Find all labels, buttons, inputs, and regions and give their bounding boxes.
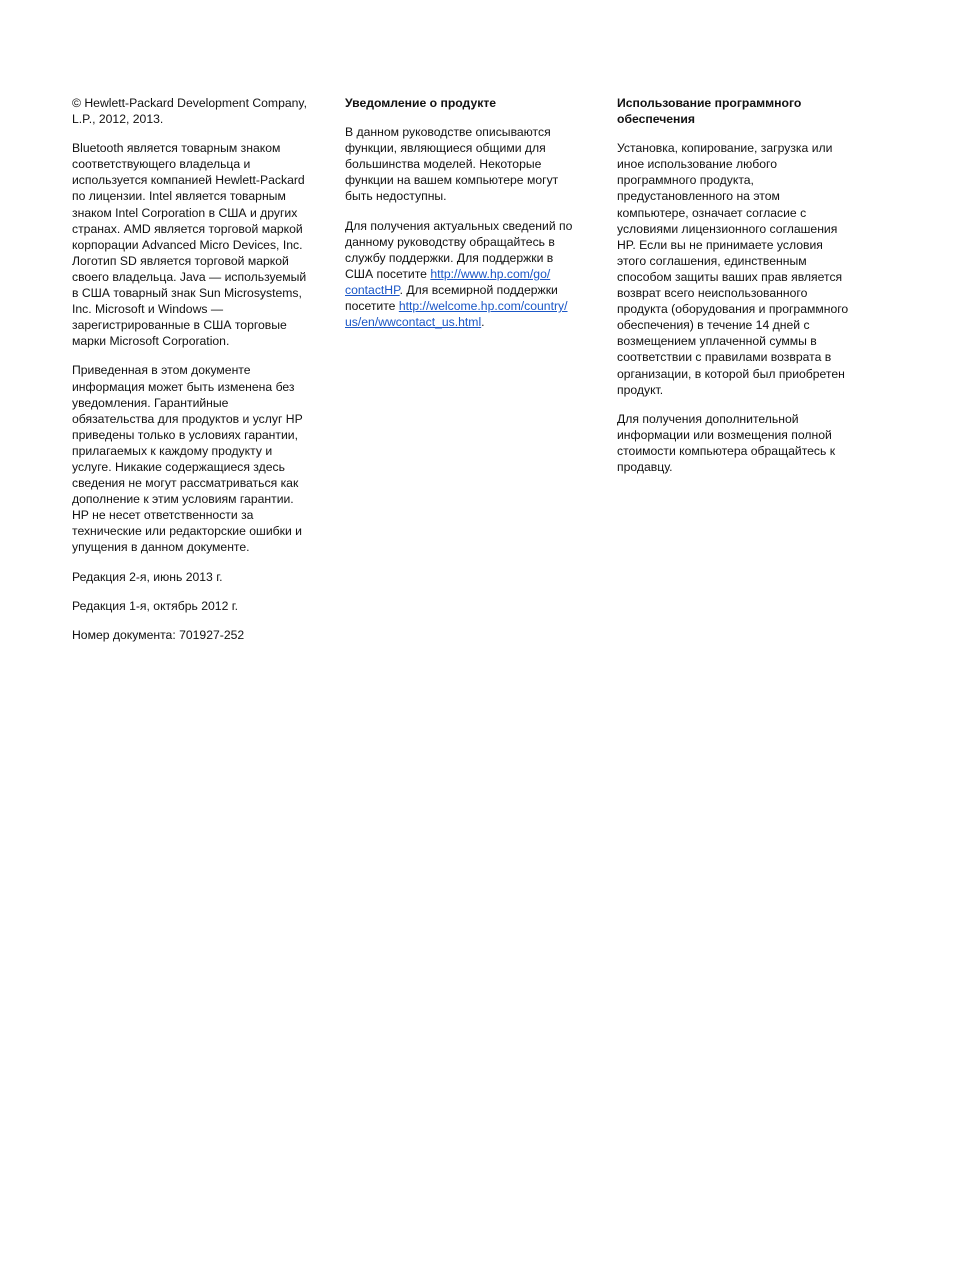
refund-paragraph: Для получения дополнительной информации или возмещения полной стоимости компьютера обращайтесь к продавцу. bbox=[617, 411, 836, 474]
left-column bbox=[72, 95, 324, 656]
support-paragraph bbox=[345, 218, 593, 331]
edition-1: Редакция 1-я, октябрь 2012 г. bbox=[72, 598, 239, 613]
copyright-notice: © Hewlett-Packard Development Company, L.P., 2012, 2013. bbox=[72, 96, 307, 127]
support-text-2: . Для всемирной поддержки посетите bbox=[345, 282, 558, 314]
document-number: Номер документа: 701927-252 bbox=[72, 627, 245, 642]
license-paragraph: Установка, копирование, загрузка или иное использование любого программного продукта, предустановленного на этом компьютере, означает согласие с условиями лицензионного соглашения HP. Если вы не принимаете условия этого соглашения, единственным способом защиты ваших прав является возврат всего неиспользованного продукта (оборудования и программного обеспечения) в течение 14 дней с возмещением уплаченной суммы в соответствии с правилами возврата в организации, в которой был приобретен продукт. bbox=[617, 141, 849, 397]
support-text-3: . bbox=[481, 315, 485, 330]
right-column bbox=[617, 95, 867, 488]
middle-column bbox=[345, 95, 593, 343]
product-notice-heading: Уведомление о продукте bbox=[345, 96, 497, 110]
trademarks-paragraph: Bluetooth является товарным знаком соответствующего владельца и используется компанией Hewlett-Packard по лицензии. Intel является товарным знаком Intel Corporation в США и других странах. AMD является торговой маркой корпорации Advanced Micro Devices, Inc. Логотип SD является торговой маркой своего владельца. Java — используемый в США товарный знак Sun Microsystems, Inc. Microsoft и Windows — зарегистрированные в США торговые марки Microsoft Corporation. bbox=[72, 141, 307, 349]
worldwide-support-link[interactable]: http://welcome.hp.com/country/ us/en/wwcontact_us.html bbox=[345, 299, 568, 330]
disclaimer-paragraph: Приведенная в этом документе информация может быть изменена без уведомления. Гарантийные обязательства для продуктов и услуг HP приведены только в условиях гарантии, прилагаемых к каждому продукту и услуге. Никакие содержащиеся здесь сведения не могут рассматриваться как дополнение к этим условиям гарантии. HP не несет ответственности за технические или редакторские ошибки и упущения в данном документе. bbox=[72, 363, 303, 555]
support-text-1: Для получения актуальных сведений по данному руководству обращайтесь в службу поддержки. Для поддержки в США посетите bbox=[345, 218, 573, 281]
us-support-link[interactable]: http://www.hp.com/go/ contactHP bbox=[345, 266, 551, 297]
product-notice-paragraph: В данном руководстве описываются функции, являющиеся общими для большинства моделей. Некоторые функции на вашем компьютере могут быть недоступны. bbox=[345, 125, 559, 204]
edition-2: Редакция 2-я, июнь 2013 г. bbox=[72, 569, 223, 584]
software-use-heading: Использование программного обеспечения bbox=[617, 96, 802, 127]
